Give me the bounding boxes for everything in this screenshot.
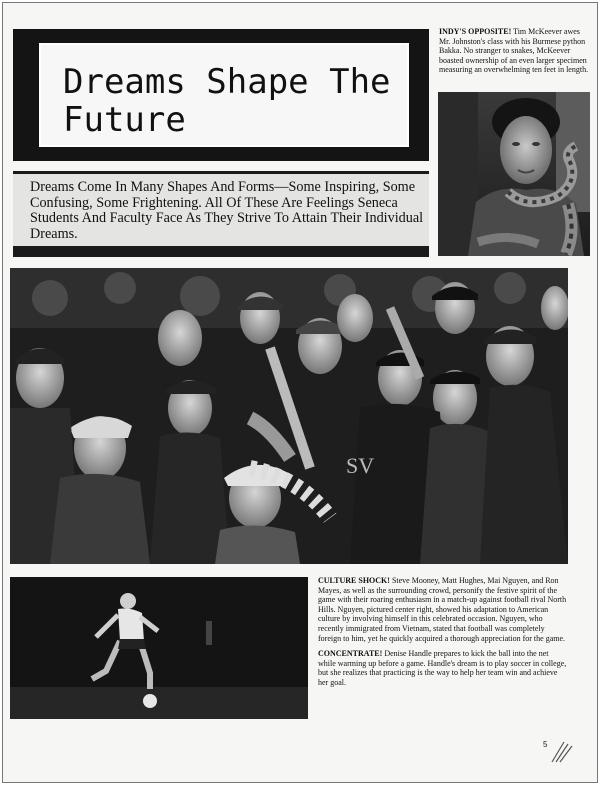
page-number: 5 <box>543 740 548 749</box>
caption-culture-heading: CULTURE SHOCK! <box>318 576 390 585</box>
title-line-2: Future <box>63 100 186 140</box>
svg-text:SV: SV <box>346 453 375 478</box>
caption-indy-body: Tim McKeever awes Mr. Johnston's class with his Burmese python Bakka. No stranger to snakes, McKeever boasted ownership of an even larger specimen measuring an overwhelming ten feet in length. <box>439 27 589 75</box>
captions-bottom <box>318 576 568 694</box>
caption-concentrate <box>318 649 568 687</box>
title-line-1: Dreams Shape The <box>63 62 391 102</box>
photo-football-crowd <box>10 268 568 564</box>
publisher-mark-icon <box>548 736 576 766</box>
caption-concentrate-body: Denise Handle prepares to kick the ball into the net while warming up before a game. Handle's dream is to play soccer in college, but she realizes that practicing is the way to help her team win and achieve her goal. <box>318 649 567 687</box>
page-title <box>63 63 403 139</box>
title-block <box>13 29 429 161</box>
title-panel <box>39 43 409 147</box>
caption-culture-shock <box>318 576 568 643</box>
caption-concentrate-heading: CONCENTRATE! <box>318 649 383 659</box>
intro-panel <box>13 174 429 246</box>
photo-soccer-player <box>10 577 308 719</box>
caption-culture-body: Steve Mooney, Matt Hughes, Mai Nguyen, and Ron Mayes, as well as the surrounding crowd, personify the festive spirit of the game with their roaring enthusiasm in a match-up against football rival North Hills. Nguyen, pictured center right, showed his adaptation to American culture by involving himself in this celebrated occasion. Nguyen, who recently immigrated from Vietnam, stated that football was completely foreign to him, yet he quickly acquired a thorough appreciation for the game. <box>318 576 567 643</box>
photo-student-with-python <box>438 92 590 256</box>
intro-text: Dreams Come In Many Shapes And Forms—Some Inspiring, Some Confusing, Some Frightening. All Of These Are Feelings Seneca Students And Faculty Face As They Strive To Attain Their Individual Dreams. <box>30 179 424 242</box>
caption-indy-heading: INDY'S OPPOSITE! <box>439 27 512 36</box>
caption-indy <box>439 27 589 75</box>
intro-block <box>13 171 429 257</box>
